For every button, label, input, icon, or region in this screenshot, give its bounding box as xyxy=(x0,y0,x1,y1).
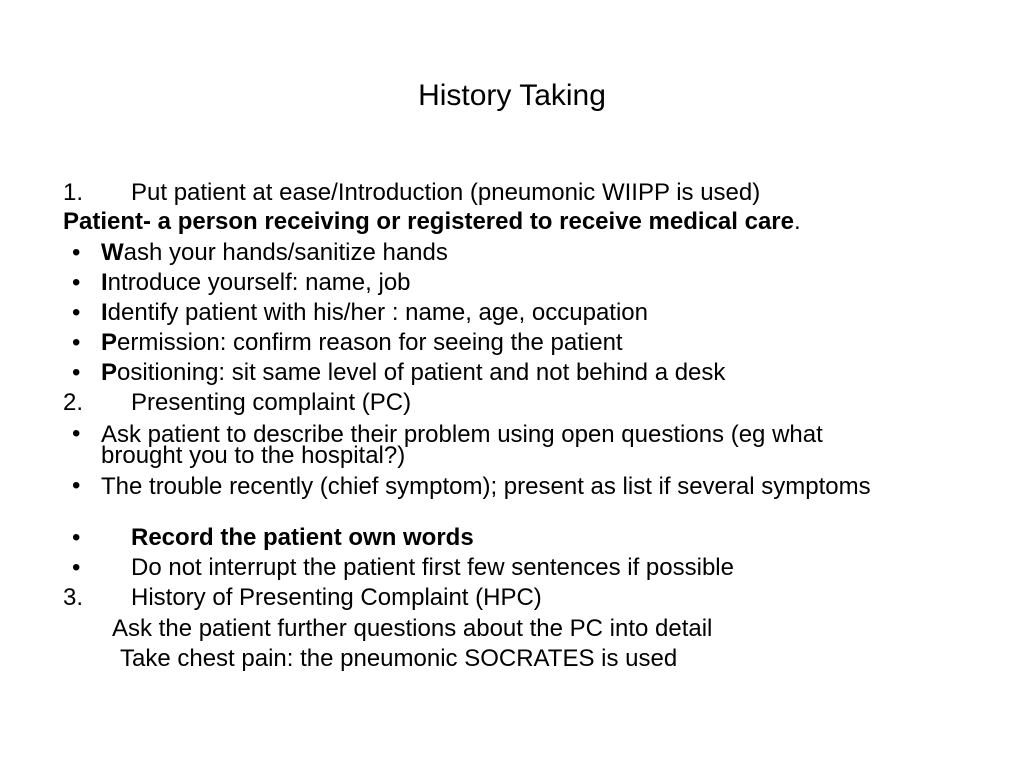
section-2-heading: Presenting complaint (PC) xyxy=(131,389,412,416)
bullet-icon: • xyxy=(72,554,81,581)
pc-emphasis-own-words: Record the patient own words xyxy=(131,524,474,551)
section-3-number: 3. xyxy=(63,584,84,611)
bullet-icon: • xyxy=(72,329,81,356)
patient-definition xyxy=(63,209,801,235)
hpc-line-detail: Ask the patient further questions about the PC into detail xyxy=(112,615,713,642)
pc-note-no-interrupt: Do not interrupt the patient first few sentences if possible xyxy=(131,554,734,581)
bullet-icon: • xyxy=(72,359,81,386)
bullet-icon: • xyxy=(72,472,81,499)
bullet-icon: • xyxy=(72,299,81,326)
slide-title: History Taking xyxy=(418,79,606,112)
section-1-heading: Put patient at ease/Introduction (pneumonic WIIPP is used) xyxy=(131,179,761,206)
pc-bullet-chief-symptom: The trouble recently (chief symptom); present as list if several symptoms xyxy=(101,473,871,500)
pc-bullet-open-questions: Ask patient to describe their problem using open questions (eg what brought you to the hospital?) xyxy=(101,421,823,469)
definition-bold-text: Patient- a person receiving or registered to receive medical care xyxy=(63,208,794,235)
wiipp-item-positioning: Positioning: sit same level of patient and not behind a desk xyxy=(101,359,726,386)
bullet-icon: • xyxy=(72,420,81,447)
wiipp-item-wash: Wash your hands/sanitize hands xyxy=(101,239,448,266)
wiipp-item-permission: Permission: confirm reason for seeing the patient xyxy=(101,329,623,356)
wiipp-item-introduce: Introduce yourself: name, job xyxy=(101,269,411,296)
wiipp-item-identify: Identify patient with his/her : name, age, occupation xyxy=(101,299,648,326)
bullet-icon: • xyxy=(72,269,81,296)
section-2-number: 2. xyxy=(63,389,84,416)
definition-period: . xyxy=(793,208,801,235)
section-3-heading: History of Presenting Complaint (HPC) xyxy=(131,584,542,611)
hpc-line-socrates: Take chest pain: the pneumonic SOCRATES is used xyxy=(120,645,678,672)
bullet-icon: • xyxy=(72,524,81,551)
bullet-icon: • xyxy=(72,239,81,266)
section-1-number: 1. xyxy=(63,179,84,206)
